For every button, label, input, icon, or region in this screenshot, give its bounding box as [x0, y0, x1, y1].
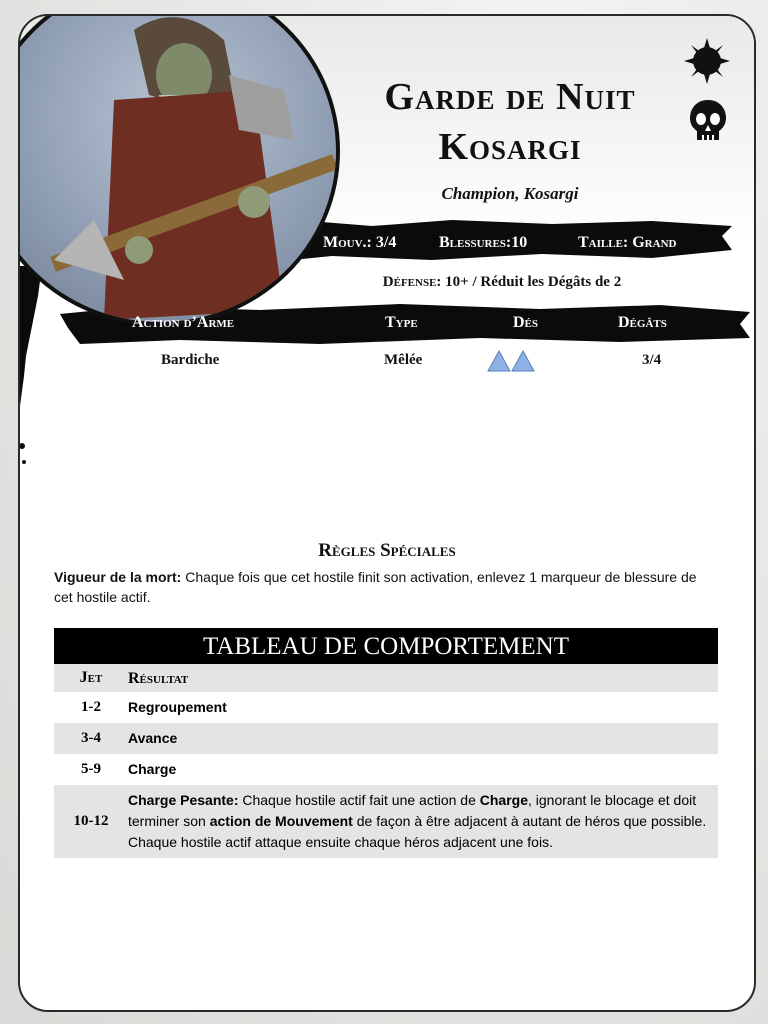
splatter-sigil-icon: [684, 38, 730, 84]
card-subtitle: Champion, Kosargi: [441, 184, 579, 203]
result-bold-2: action de Mouvement: [209, 813, 353, 829]
row-result: [128, 785, 718, 858]
defense-label: Défense:: [382, 274, 442, 290]
rule-name: Vigueur de la mort:: [54, 569, 182, 585]
row-roll: 5-9: [81, 761, 101, 777]
stat-move: Mouv.: 3/4: [323, 234, 397, 251]
hostile-card: [18, 14, 756, 1012]
stat-size: Taille: Grand: [578, 234, 677, 251]
defense-value: 10+ / Réduit les Dégâts de 2: [445, 274, 622, 290]
special-rules-text: [54, 567, 714, 607]
dice-icons: [487, 350, 557, 372]
column-header-roll: Jet: [79, 669, 103, 686]
row-roll: 3-4: [81, 730, 101, 746]
weapon-type: Mêlée: [384, 352, 423, 368]
row-result: Charge: [128, 761, 177, 777]
rule-text: Chaque fois que cet hostile finit son activation, enlevez 1 marqueur de blessure de cet hostile actif.: [54, 569, 697, 605]
defense-line: [292, 274, 712, 291]
table-row: [54, 692, 718, 723]
title-line-2: Kosargi: [438, 126, 582, 168]
blue-triangle-die-icon: [488, 351, 510, 371]
result-name: Charge Pesante:: [128, 792, 239, 808]
ink-splatter: [18, 266, 62, 466]
weapon-name: Bardiche: [161, 352, 220, 368]
weapon-header-action: Action d’Arme: [132, 314, 235, 331]
stat-wounds: Blessures:10: [439, 234, 528, 251]
table-row: [54, 785, 718, 858]
weapon-header-damage: Dégâts: [618, 314, 667, 331]
behaviour-table: [54, 628, 718, 858]
result-text-3: de façon à être adjacent à autant de héros que possible. Chaque hostile actif attaque ensuite chaque héros adjacent une fois.: [128, 813, 707, 850]
row-result: Avance: [128, 730, 178, 746]
weapon-header-type: Type: [385, 314, 418, 331]
table-row: [54, 723, 718, 754]
row-roll: 10-12: [73, 813, 109, 829]
weapon-damage: 3/4: [642, 352, 662, 368]
blue-triangle-die-icon: [512, 351, 534, 371]
behaviour-header-row: [54, 664, 718, 692]
special-rules-heading: Règles Spéciales: [318, 540, 456, 561]
result-text-1: Chaque hostile actif fait une action de: [242, 792, 476, 808]
skull-icon: [688, 98, 728, 144]
column-header-result: Résultat: [128, 669, 189, 687]
behaviour-table-title: TABLEAU DE COMPORTEMENT: [54, 628, 718, 664]
result-bold-1: Charge: [479, 792, 528, 808]
table-row: [54, 754, 718, 785]
row-roll: 1-2: [81, 699, 101, 715]
result-text-2: , ignorant le blocage et doit terminer son: [128, 792, 697, 829]
row-result: Regroupement: [128, 699, 227, 715]
title-line-1: Garde de Nuit: [384, 76, 636, 118]
card-title: [320, 72, 700, 172]
weapon-header-dice: Dés: [513, 314, 539, 331]
